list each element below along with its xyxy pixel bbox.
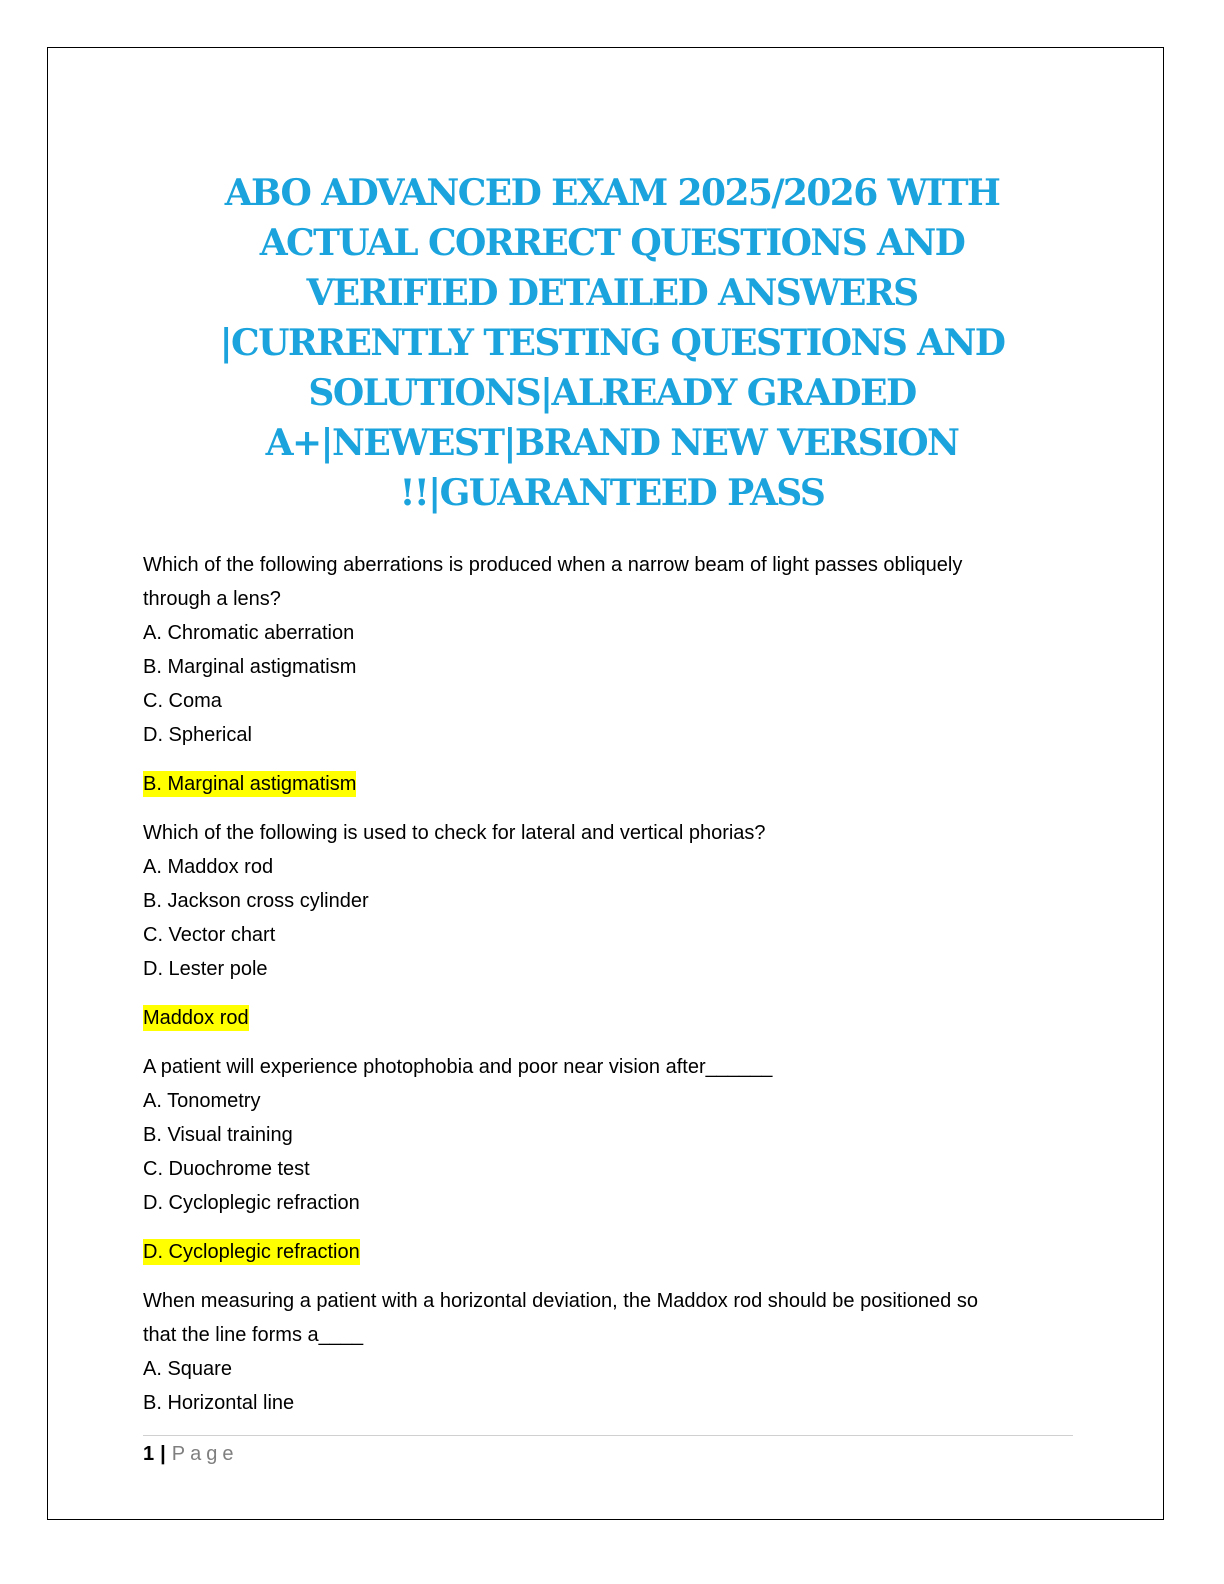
option-c: C. Duochrome test	[143, 1158, 310, 1180]
option-d: D. Lester pole	[143, 958, 268, 980]
answer-row	[143, 767, 1078, 801]
option-d: D. Spherical	[143, 724, 252, 746]
question-text: through a lens?	[143, 588, 281, 610]
footer-divider	[143, 1435, 1073, 1436]
option-b: B. Horizontal line	[143, 1392, 295, 1414]
question-text: When measuring a patient with a horizontal deviation, the Maddox rod should be positioned so	[143, 1290, 978, 1312]
option-b: B. Marginal astigmatism	[143, 656, 357, 678]
question-list	[143, 548, 1078, 1420]
question-text: that the line forms a____	[143, 1324, 364, 1346]
title-line: VERIFIED DETAILED ANSWERS	[306, 272, 918, 314]
title-line: ACTUAL CORRECT QUESTIONS AND	[259, 222, 965, 264]
option-a: A. Chromatic aberration	[143, 622, 355, 644]
option-d: D. Cycloplegic refraction	[143, 1192, 360, 1214]
page-footer	[143, 1441, 238, 1467]
title-line: !!|GUARANTEED PASS	[399, 472, 825, 514]
title-line: A+|NEWEST|BRAND NEW VERSION	[265, 422, 959, 464]
highlighted-answer: Maddox rod	[143, 1007, 249, 1029]
question-text: Which of the following is used to check for lateral and vertical phorias?	[143, 822, 766, 844]
document-title	[150, 168, 1074, 518]
page-label: Page	[171, 1443, 239, 1465]
option-b: B. Visual training	[143, 1124, 293, 1146]
page-number: 1	[143, 1443, 155, 1465]
title-line: SOLUTIONS|ALREADY GRADED	[308, 372, 916, 414]
question-text: A patient will experience photophobia and poor near vision after______	[143, 1056, 773, 1078]
answer-row	[143, 1001, 1078, 1035]
answer-row	[143, 1235, 1078, 1269]
question-block	[143, 548, 1078, 801]
title-line: ABO ADVANCED EXAM 2025/2026 WITH	[224, 172, 1000, 214]
title-line: |CURRENTLY TESTING QUESTIONS AND	[219, 322, 1005, 364]
question-block	[143, 1050, 1078, 1269]
option-c: C. Vector chart	[143, 924, 276, 946]
option-b: B. Jackson cross cylinder	[143, 890, 369, 912]
option-c: C. Coma	[143, 690, 222, 712]
option-a: A. Square	[143, 1358, 232, 1380]
question-block	[143, 1284, 1078, 1420]
footer-separator: |	[160, 1443, 166, 1465]
highlighted-answer: B. Marginal astigmatism	[143, 773, 357, 795]
option-a: A. Tonometry	[143, 1090, 261, 1112]
option-a: A. Maddox rod	[143, 856, 274, 878]
question-text: Which of the following aberrations is produced when a narrow beam of light passes obliquely	[143, 554, 963, 576]
question-block	[143, 816, 1078, 1035]
highlighted-answer: D. Cycloplegic refraction	[143, 1241, 360, 1263]
